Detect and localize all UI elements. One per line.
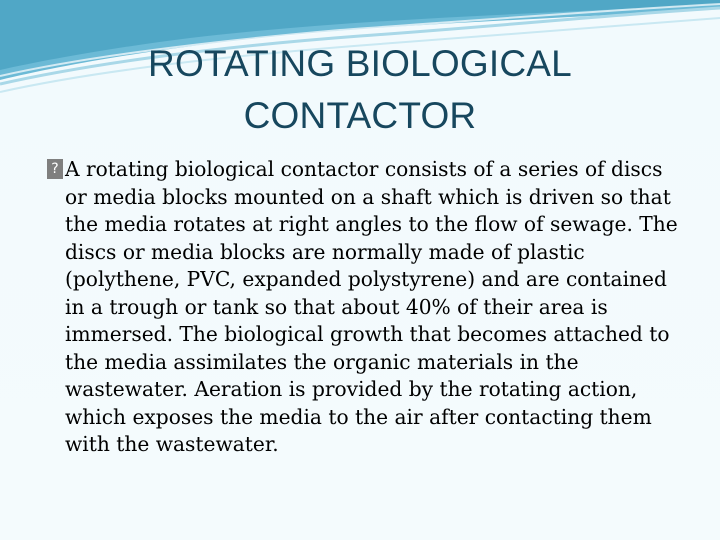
bullet-paragraph	[48, 156, 684, 459]
bullet-glyph-icon: ?	[47, 159, 63, 179]
slide-title-line-2: CONTACTOR	[243, 95, 477, 136]
slide-title	[60, 38, 660, 142]
slide-title-line-1: ROTATING BIOLOGICAL	[148, 43, 572, 84]
bullet-text: A rotating biological contactor consists of a series of discs or media blocks mounted on a shaft which is driven so that the media rotates at right angles to the flow of sewage. The discs or media blocks are normally made of plastic (polythene, PVC, expanded polystyrene) and are contained in a trough or tank so that about 40% of their area is immersed. The biological growth that becomes attached to the media assimilates the organic materials in the wastewater. Aeration is provided by the rotating action, which exposes the media to the air after contacting them with the wastewater.	[65, 157, 678, 456]
slide-body	[48, 156, 684, 459]
